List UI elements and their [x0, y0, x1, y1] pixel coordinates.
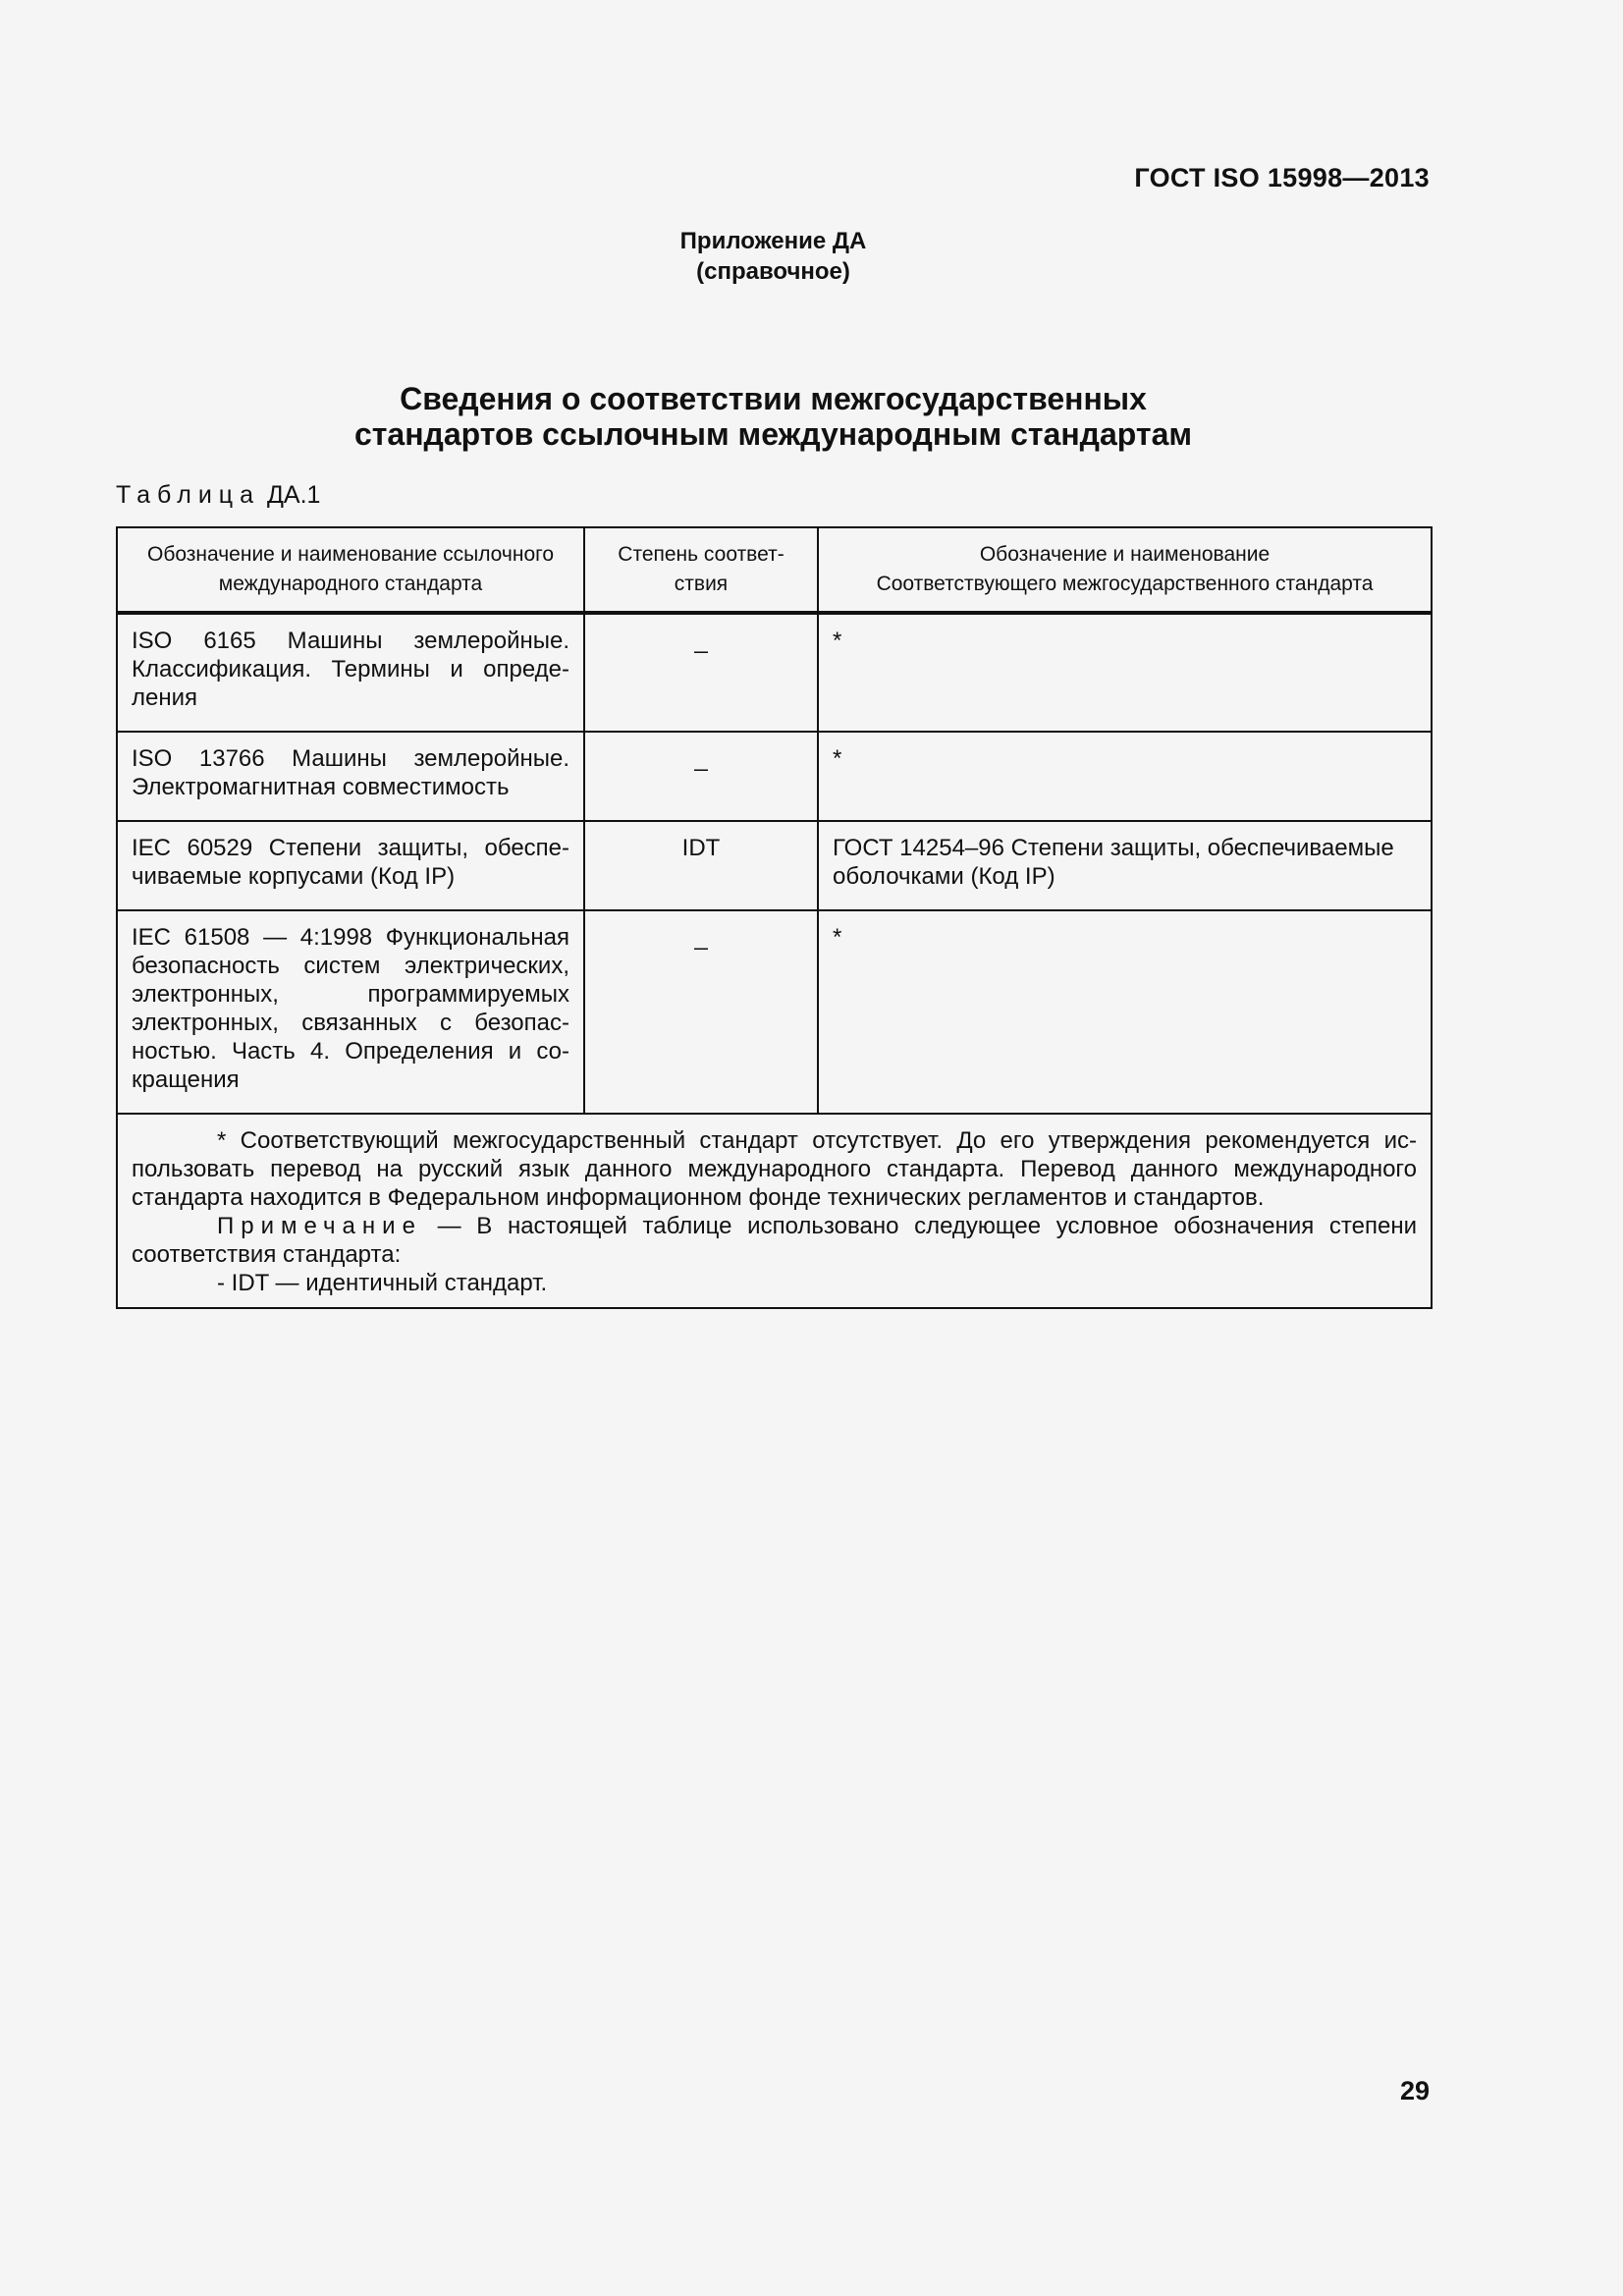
cell-interstate: *	[818, 613, 1432, 732]
table-caption-number: ДА.1	[266, 481, 321, 509]
header-text: Обозначение и наименование ссылочного	[146, 543, 554, 566]
header-text: ствия	[674, 573, 729, 595]
table-caption	[116, 481, 320, 510]
cell-reference: IEC 61508 — 4:1998 Функциональная безопасность систем электрических, электронных, программируемых электронных, связанных с безопас-ностью. Часть 4. Определения и со-кращения	[117, 910, 584, 1114]
cell-degree: _	[584, 732, 818, 821]
note-text: — В настоящей таблице использовано следующее условное обозначения степени соответствия стандарта:	[132, 1213, 1417, 1268]
table-row	[117, 613, 1432, 732]
note-paragraph	[132, 1212, 1417, 1269]
table-row	[117, 732, 1432, 821]
note-label: Примечание	[217, 1213, 422, 1239]
footnote-text: * Соответствующий межгосударственный стандарт отсутствует. До его утверждения рекомендуется ис-пользовать перевод на русский язык данного международного стандарта. Перевод данного международного стандарта находится в Федеральном информационном фонде технических регламентов и стандартов.	[132, 1127, 1417, 1211]
annex-label: Приложение ДА	[679, 228, 867, 254]
page-title	[0, 381, 1546, 452]
table-footnote	[117, 1114, 1432, 1308]
table-header-row	[117, 527, 1432, 613]
table-row	[117, 821, 1432, 910]
document-code: ГОСТ ISO 15998—2013	[1134, 163, 1430, 192]
header-text: Соответствующего межгосударственного стандарта	[876, 573, 1374, 595]
annex-type: (справочное)	[696, 258, 850, 285]
cell-reference: ISO 6165 Машины землеройные. Классификация. Термины и опреде-ления	[117, 613, 584, 732]
cell-degree: _	[584, 613, 818, 732]
legend-text: - IDT — идентичный стандарт.	[217, 1270, 548, 1296]
cell-degree: _	[584, 910, 818, 1114]
cell-reference: ISO 13766 Машины землеройные. Электромагнитная совместимость	[117, 732, 584, 821]
correspondence-table	[116, 526, 1433, 1309]
annex-heading	[0, 226, 1546, 287]
table-row	[117, 910, 1432, 1114]
header-text: Обозначение и наименование	[979, 543, 1271, 566]
page-title-line-2: стандартов ссылочным международным стандартам	[353, 416, 1193, 452]
table-caption-word: Таблица	[116, 481, 261, 509]
header-interstate-standard	[818, 527, 1432, 613]
cell-interstate: *	[818, 732, 1432, 821]
cell-degree: IDT	[584, 821, 818, 910]
cell-reference: IEC 60529 Степени защиты, обеспе-чиваемые корпусами (Код IP)	[117, 821, 584, 910]
page-number: 29	[1399, 2076, 1430, 2105]
cell-interstate: ГОСТ 14254–96 Степени защиты, обеспечиваемые оболочками (Код IP)	[818, 821, 1432, 910]
header-text: Степень соответ-	[618, 543, 784, 566]
header-text: международного стандарта	[218, 573, 483, 595]
cell-interstate: *	[818, 910, 1432, 1114]
header-reference-standard	[117, 527, 584, 613]
page-title-line-1: Сведения о соответствии межгосударственных	[400, 381, 1147, 416]
header-degree	[584, 527, 818, 613]
table-footnote-row	[117, 1114, 1432, 1308]
